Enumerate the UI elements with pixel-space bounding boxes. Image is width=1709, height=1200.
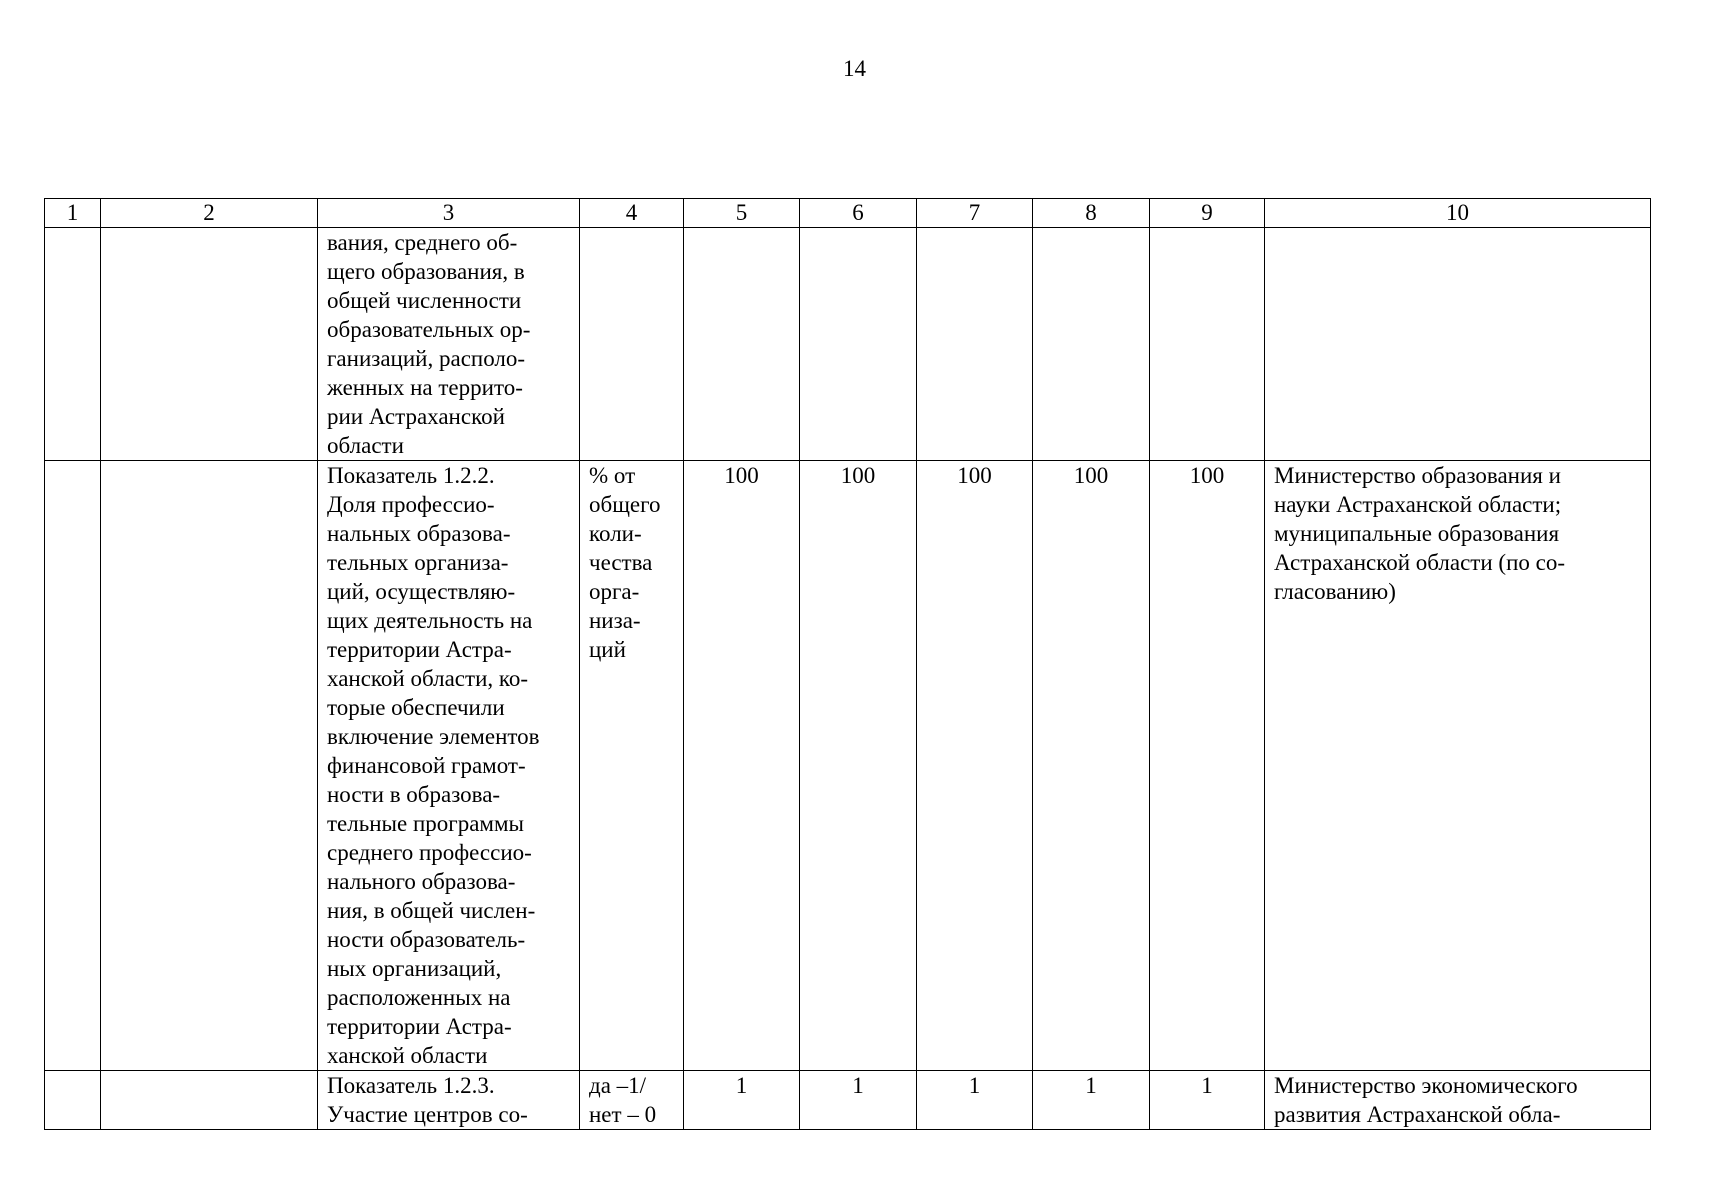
goal-cell <box>101 228 318 461</box>
value-cell-9 <box>1150 228 1265 461</box>
table-row <box>45 228 1651 461</box>
value-cell-8: 100 <box>1033 461 1150 1071</box>
unit-cell <box>580 228 684 461</box>
value-cell-6: 1 <box>800 1071 917 1130</box>
value-cell-7 <box>917 228 1033 461</box>
value-cell-7: 100 <box>917 461 1033 1071</box>
header-cell-2: 2 <box>101 199 318 228</box>
header-cell-8: 8 <box>1033 199 1150 228</box>
goal-cell <box>101 461 318 1071</box>
header-cell-3: 3 <box>318 199 580 228</box>
value-cell-8: 1 <box>1033 1071 1150 1130</box>
indicator-cell: вания, среднего об- щего образования, в общей численности образовательных ор- ганизаций, располо- женных на террито- рии Астраханской области <box>318 228 580 461</box>
value-cell-7: 1 <box>917 1071 1033 1130</box>
header-row <box>45 199 1651 228</box>
unit-cell: % от общего коли- чества орга- низа- ций <box>580 461 684 1071</box>
responsible-cell: Министерство образования и науки Астраханской области; муниципальные образования Астраханской области (по со- гласованию) <box>1265 461 1651 1071</box>
row-number-cell <box>45 461 101 1071</box>
header-cell-9: 9 <box>1150 199 1265 228</box>
table-row <box>45 461 1651 1071</box>
table-row <box>45 1071 1651 1130</box>
row-number-cell <box>45 228 101 461</box>
indicator-cell: Показатель 1.2.3. Участие центров со- <box>318 1071 580 1130</box>
row-number-cell <box>45 1071 101 1130</box>
page-number: 14 <box>843 56 866 81</box>
value-cell-8 <box>1033 228 1150 461</box>
value-cell-9: 100 <box>1150 461 1265 1071</box>
indicator-cell: Показатель 1.2.2. Доля профессио- нальных образова- тельных организа- ций, осуществляю- щих деятельность на территории Астра- ханской области, ко- торые обеспечили включение элементов финансовой грамот- ности в образова- тельные программы среднего профессио- нального образова- ния, в общей числен- ности образователь- ных организаций, расположенных на территории Астра- ханской области <box>318 461 580 1071</box>
unit-cell: да –1/ нет – 0 <box>580 1071 684 1130</box>
goal-cell <box>101 1071 318 1130</box>
header-cell-5: 5 <box>684 199 800 228</box>
value-cell-6: 100 <box>800 461 917 1071</box>
header-cell-6: 6 <box>800 199 917 228</box>
responsible-cell: Министерство экономического развития Астраханской обла- <box>1265 1071 1651 1130</box>
value-cell-5 <box>684 228 800 461</box>
value-cell-9: 1 <box>1150 1071 1265 1130</box>
indicators-table <box>44 198 1651 1130</box>
value-cell-5: 100 <box>684 461 800 1071</box>
header-cell-7: 7 <box>917 199 1033 228</box>
responsible-cell <box>1265 228 1651 461</box>
header-cell-10: 10 <box>1265 199 1651 228</box>
header-cell-4: 4 <box>580 199 684 228</box>
value-cell-5: 1 <box>684 1071 800 1130</box>
header-cell-1: 1 <box>45 199 101 228</box>
value-cell-6 <box>800 228 917 461</box>
